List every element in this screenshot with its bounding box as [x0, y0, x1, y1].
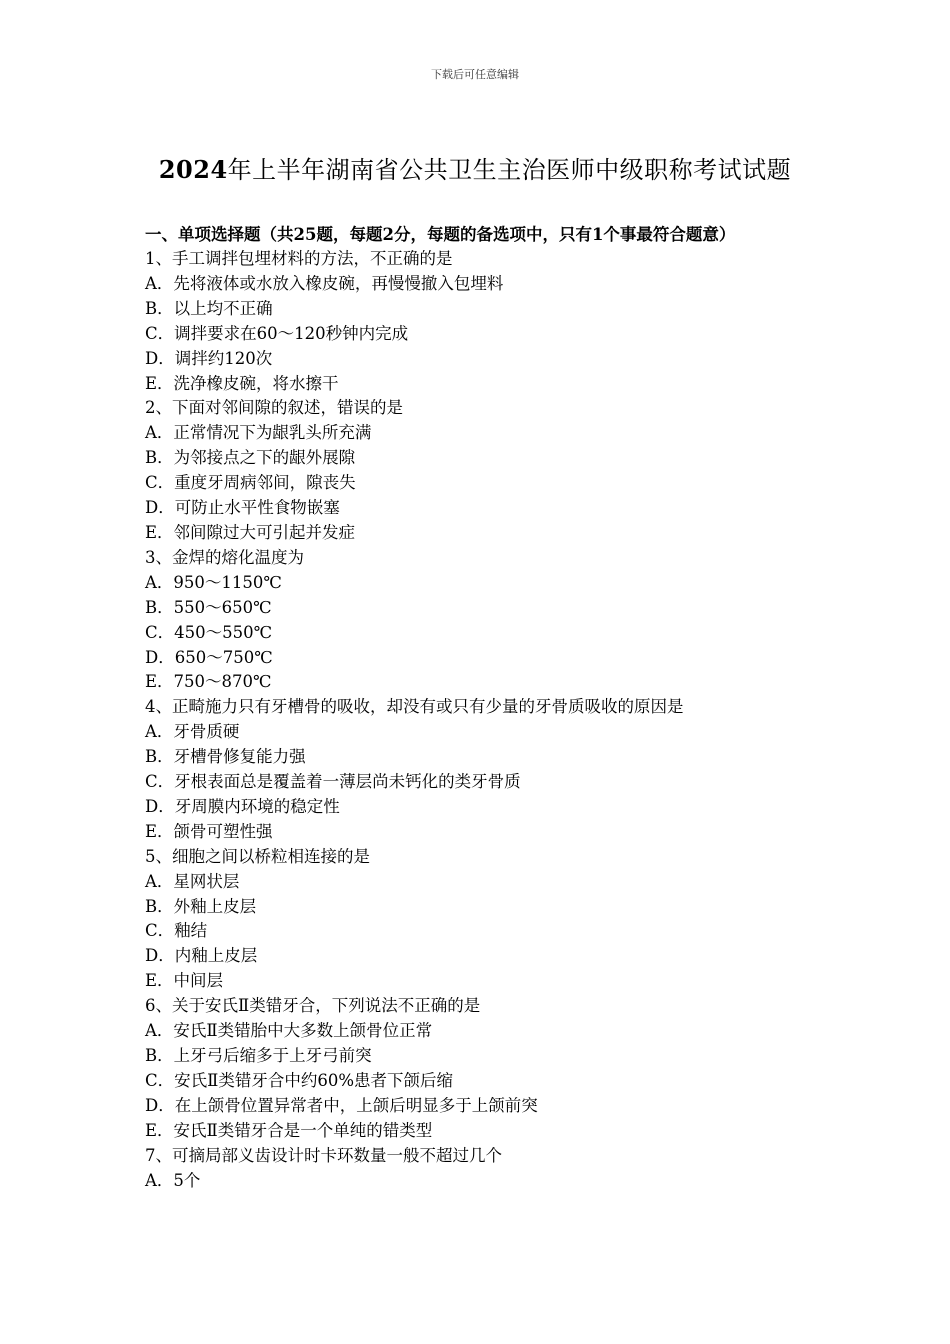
- answer-option: C．450～550℃: [145, 622, 273, 642]
- question-stem: 4、正畸施力只有牙槽骨的吸收，却没有或只有少量的牙骨质吸收的原因是: [145, 697, 684, 717]
- answer-option: A．5个: [145, 1170, 201, 1190]
- answer-option: E．安氏Ⅱ类错牙合是一个单纯的错类型: [145, 1120, 433, 1140]
- answer-option: D．调拌约120次: [145, 348, 273, 368]
- page-header-note: 下载后可任意编辑: [431, 68, 519, 81]
- document-body: [145, 222, 810, 1193]
- question-stem: 7、可摘局部义齿设计时卡环数量一般不超过几个: [145, 1145, 502, 1165]
- answer-option: A．先将液体或水放入橡皮碗，再慢慢撤入包埋料: [145, 273, 504, 293]
- answer-option: D．内釉上皮层: [145, 946, 258, 966]
- answer-option: C．重度牙周病邻间，隙丧失: [145, 473, 356, 493]
- answer-option: C．牙根表面总是覆盖着一薄层尚未钙化的类牙骨质: [145, 772, 521, 792]
- answer-option: C．调拌要求在60～120秒钟内完成: [145, 323, 409, 343]
- question-block: [145, 845, 810, 994]
- answer-option: A．正常情况下为龈乳头所充满: [145, 423, 372, 443]
- question-stem: 3、金焊的熔化温度为: [145, 547, 304, 567]
- title-text: 年上半年湖南省公共卫生主治医师中级职称考试试题: [227, 156, 792, 184]
- question-stem: 5、细胞之间以桥粒相连接的是: [145, 846, 370, 866]
- question-list: [145, 247, 810, 1193]
- answer-option: E．750～870℃: [145, 672, 272, 692]
- question-block: [145, 1144, 810, 1194]
- answer-option: C．釉结: [145, 921, 208, 941]
- question-block: [145, 695, 810, 844]
- answer-option: A．星网状层: [145, 871, 240, 891]
- answer-option: E．洗净橡皮碗，将水擦干: [145, 373, 339, 393]
- answer-option: B．牙槽骨修复能力强: [145, 747, 306, 767]
- answer-option: B．以上均不正确: [145, 298, 273, 318]
- title-year: 2024: [158, 155, 228, 184]
- answer-option: D．650～750℃: [145, 647, 273, 667]
- answer-option: D．可防止水平性食物嵌塞: [145, 498, 340, 518]
- answer-option: E．邻间隙过大可引起并发症: [145, 522, 356, 542]
- question-block: [145, 396, 810, 545]
- answer-option: A．950～1150℃: [145, 572, 282, 592]
- answer-option: D．牙周膜内环境的稳定性: [145, 796, 340, 816]
- answer-option: B．外釉上皮层: [145, 896, 257, 916]
- answer-option: A．安氏Ⅱ类错胎中大多数上颌骨位正常: [145, 1021, 433, 1041]
- answer-option: B．上牙弓后缩多于上牙弓前突: [145, 1046, 372, 1065]
- question-stem: 2、下面对邻间隙的叙述，错误的是: [145, 398, 403, 418]
- answer-option: E．中间层: [145, 971, 224, 991]
- answer-option: E．颌骨可塑性强: [145, 821, 273, 841]
- question-block: [145, 546, 810, 695]
- answer-option: A．牙骨质硬: [145, 722, 240, 742]
- answer-option: D．在上颌骨位置异常者中，上颌后明显多于上颌前突: [145, 1095, 538, 1115]
- answer-option: B．为邻接点之下的龈外展隙: [145, 448, 356, 468]
- question-block: [145, 994, 810, 1143]
- question-stem: 6、关于安氏Ⅱ类错牙合，下列说法不正确的是: [145, 996, 481, 1016]
- document-title: [0, 150, 950, 185]
- question-stem: 1、手工调拌包埋材料的方法，不正确的是: [145, 249, 453, 268]
- answer-option: C．安氏Ⅱ类错牙合中约60%患者下颌后缩: [145, 1070, 454, 1090]
- answer-option: B．550～650℃: [145, 597, 272, 617]
- section-heading: 一、单项选择题（共25题，每题2分，每题的备选项中，只有1个事最符合题意）: [145, 225, 736, 244]
- question-block: [145, 247, 810, 396]
